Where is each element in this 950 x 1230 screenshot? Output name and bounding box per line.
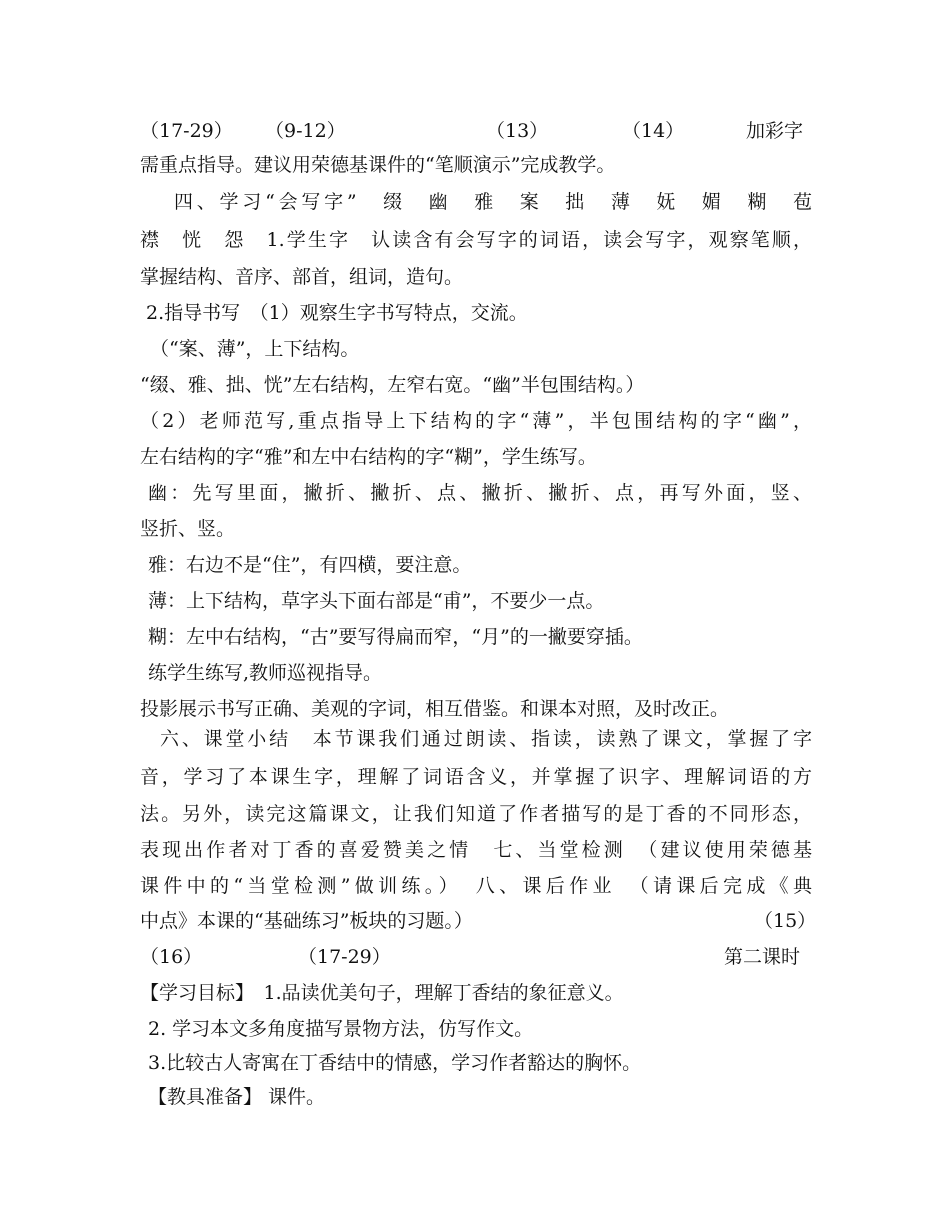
- body-line: 练学生练写,教师巡视指导。: [148, 662, 383, 684]
- body-line: 薄：上下结构，草字头下面右部是“甫”，不要少一点。: [148, 590, 605, 612]
- learning-goals-heading: 【学习目标】 1.品读优美句子，理解丁香结的象征意义。: [140, 982, 624, 1004]
- body-line: 竖折、竖。: [140, 518, 236, 540]
- body-line: 雅：右边不是“住”，有四横，要注意。: [148, 554, 472, 576]
- body-line: 幽：先写里面，撇折、撇折、点、撇折、撇折、点，再写外面，竖、: [148, 482, 812, 504]
- body-line: 2.指导书写 （1）观察生字书写特点，交流。: [146, 302, 528, 324]
- learning-goal-item: 3.比较古人寄寓在丁香结中的情感，学习作者豁达的胸怀。: [148, 1052, 642, 1074]
- body-line: 表现出作者对丁香的喜爱赞美之情 七、当堂检测 （建议使用荣德基: [140, 839, 812, 861]
- body-line: 中点》本课的“基础练习”板块的习题。）: [140, 910, 473, 932]
- body-text: 加彩字: [746, 120, 804, 142]
- page-marker: （13）: [486, 120, 549, 142]
- body-line: 糊：左中右结构，“古”要写得扁而窄，“月”的一撇要穿插。: [148, 626, 643, 648]
- learning-goal-item: 2. 学习本文多角度描写景物方法，仿写作文。: [148, 1018, 534, 1040]
- teaching-tools: 【教具准备】 课件。: [148, 1086, 326, 1108]
- body-line: 投影展示书写正确、美观的字词，相互借鉴。和课本对照，及时改正。: [140, 698, 730, 720]
- page-marker: （16）: [140, 946, 203, 968]
- body-line: 法。另外，读完这篇课文，让我们知道了作者描写的是丁香的不同形态，: [140, 803, 812, 825]
- page-marker: （15）: [754, 910, 817, 932]
- body-line: （2）老师范写,重点指导上下结构的字“薄”，半包围结构的字“幽”，: [140, 410, 812, 432]
- section-heading-4: 四、学习“会写字” 缀 幽 雅 案 拙 薄 妩 媚 糊 苞: [174, 191, 812, 213]
- body-line: （“案、薄”，上下结构。: [150, 338, 360, 360]
- body-line: 音，学习了本课生字，理解了词语含义，并掌握了识字、理解词语的方: [140, 766, 812, 788]
- page-marker: （17-29）: [298, 946, 391, 968]
- body-line: 襟 恍 怨 1.学生字 认读含有会写字的词语，读会写字，观察笔顺，: [140, 229, 812, 251]
- body-line: 课件中的“当堂检测”做训练。） 八、课后作业 （请课后完成《典: [140, 875, 812, 897]
- body-line: “缀、雅、拙、恍”左右结构，左窄右宽。“幽”半包围结构。）: [140, 374, 645, 396]
- lesson-heading: 第二课时: [724, 946, 801, 968]
- body-line: 左右结构的字“雅”和左中右结构的字“糊”，学生练写。: [140, 446, 597, 468]
- section-heading-6: 六、课堂小结 本节课我们通过朗读、指读，读熟了课文，掌握了字: [160, 728, 812, 750]
- page-marker: （14）: [622, 120, 685, 142]
- body-line: 需重点指导。建议用荣德基课件的“笔顺演示”完成教学。: [140, 154, 616, 176]
- page-marker: （17-29）: [140, 120, 233, 142]
- page-marker: （9-12）: [265, 120, 346, 142]
- body-line: 掌握结构、音序、部首，组词，造句。: [140, 266, 464, 288]
